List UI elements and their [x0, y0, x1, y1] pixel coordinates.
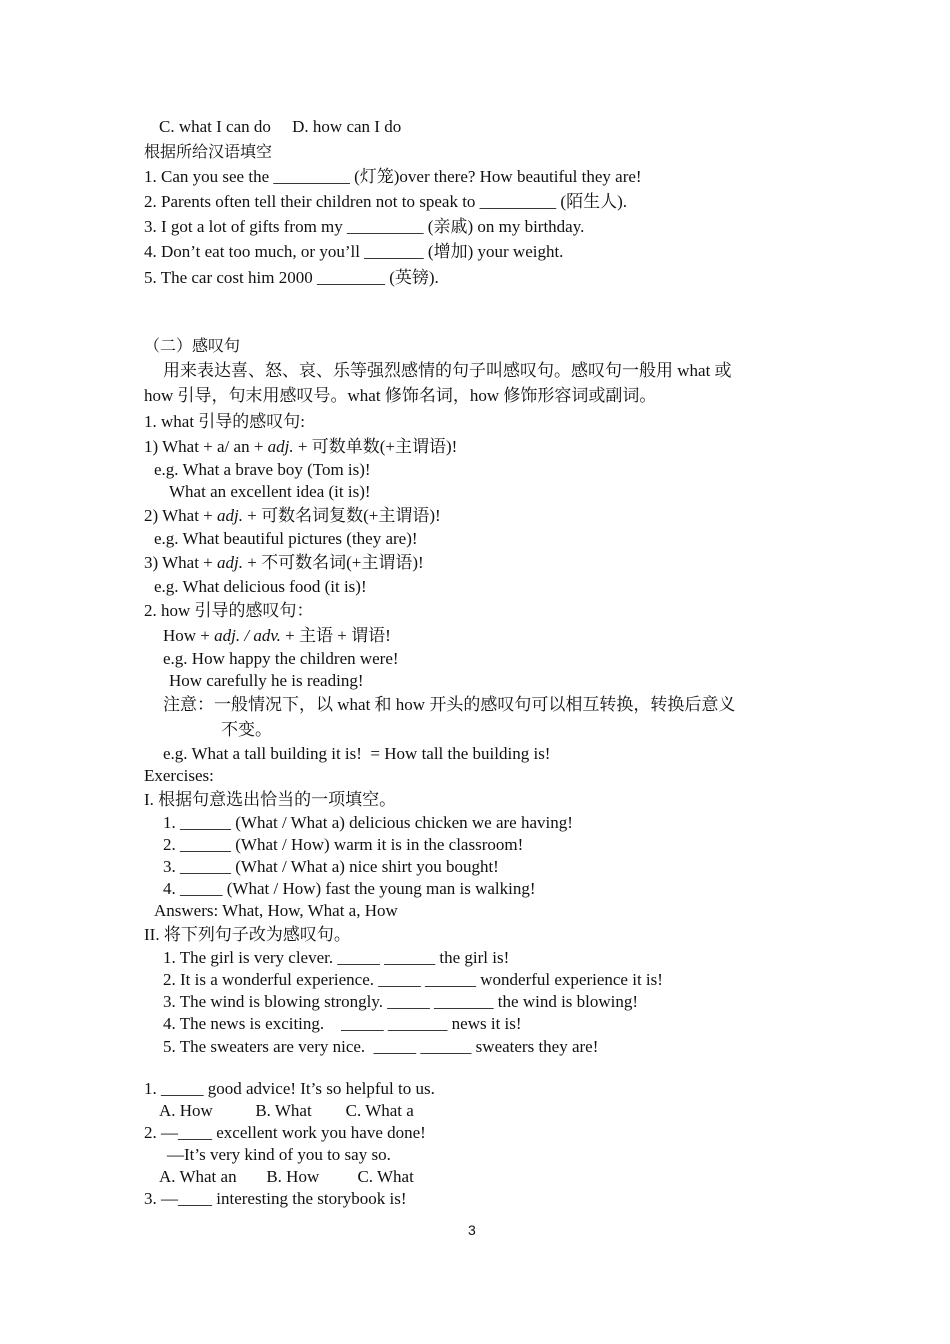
part1-item-3: 3. ______ (What / What a) nice shirt you bought! [163, 857, 499, 876]
mcq-reply-2: —It’s very kind of you to say so. [167, 1145, 391, 1164]
how-example-1: e.g. How happy the children were! [163, 649, 399, 668]
mcq-question-2: 2. —____ excellent work you have done! [144, 1123, 426, 1142]
part2-item-4: 4. The news is exciting. _____ _______ news it is! [163, 1014, 522, 1033]
what-rule-3: 3) What + adj. + 不可数名词(+主谓语)! [144, 553, 424, 572]
what-example-3: e.g. What delicious food (it is)! [154, 577, 367, 596]
how-heading: 2. how 引导的感叹句： [144, 601, 314, 620]
mcq-options-1: A. How B. What C. What a [159, 1101, 414, 1120]
exercises-label: Exercises: [144, 766, 214, 785]
fill-item-3: 3. I got a lot of gifts from my _________ (亲戚) on my birthday. [144, 217, 585, 236]
fill-item-1: 1. Can you see the _________ (灯笼)over there? How beautiful they are! [144, 167, 642, 186]
part2-heading: II. 将下列句子改为感叹句。 [144, 925, 351, 944]
part1-item-4: 4. _____ (What / How) fast the young man is walking! [163, 879, 536, 898]
note-example: e.g. What a tall building it is! = How tall the building is! [163, 744, 551, 763]
mcq-options-2: A. What an B. How C. What [159, 1167, 414, 1186]
what-heading: 1. what 引导的感叹句: [144, 412, 306, 431]
mcq-question-1: 1. _____ good advice! It’s so helpful to us. [144, 1079, 435, 1098]
intro-line-1: 用来表达喜、怒、哀、乐等强烈感情的句子叫感叹句。感叹句一般用 what 或 [163, 361, 732, 380]
what-example-1b: What an excellent idea (it is)! [169, 482, 371, 501]
page-number: 3 [468, 1222, 476, 1238]
part1-item-1: 1. ______ (What / What a) delicious chicken we are having! [163, 813, 573, 832]
fill-item-2: 2. Parents often tell their children not to speak to _________ (陌生人). [144, 192, 627, 211]
part1-heading: I. 根据句意选出恰当的一项填空。 [144, 790, 397, 809]
answers-line: Answers: What, How, What a, How [154, 901, 398, 920]
mcq-question-3: 3. —____ interesting the storybook is! [144, 1189, 407, 1208]
fill-item-5: 5. The car cost him 2000 ________ (英镑). [144, 268, 439, 287]
options-line: C. what I can do D. how can I do [159, 117, 402, 136]
intro-line-2: how 引导，句末用感叹号。what 修饰名词，how 修饰形容词或副词。 [144, 386, 657, 405]
what-example-1a: e.g. What a brave boy (Tom is)! [154, 460, 371, 479]
what-rule-1: 1) What + a/ an + adj. + 可数单数(+主谓语)! [144, 437, 458, 456]
part2-item-2: 2. It is a wonderful experience. _____ ______ wonderful experience it is! [163, 970, 663, 989]
fill-in-heading: 根据所给汉语填空 [144, 142, 273, 161]
section-title: （二）感叹句 [144, 336, 241, 355]
note-line-2: 不变。 [221, 720, 272, 739]
how-rule: How + adj. / adv. + 主语 + 谓语! [163, 626, 391, 645]
what-example-2: e.g. What beautiful pictures (they are)! [154, 529, 418, 548]
part2-item-1: 1. The girl is very clever. _____ ______ the girl is! [163, 948, 510, 967]
note-line-1: 注意：一般情况下，以 what 和 how 开头的感叹句可以相互转换，转换后意义 [163, 695, 736, 714]
part2-item-5: 5. The sweaters are very nice. _____ ______ sweaters they are! [163, 1037, 599, 1056]
how-example-2: How carefully he is reading! [169, 671, 364, 690]
what-rule-2: 2) What + adj. + 可数名词复数(+主谓语)! [144, 506, 441, 525]
fill-item-4: 4. Don’t eat too much, or you’ll _______ (增加) your weight. [144, 242, 564, 261]
part2-item-3: 3. The wind is blowing strongly. _____ _______ the wind is blowing! [163, 992, 639, 1011]
part1-item-2: 2. ______ (What / How) warm it is in the classroom! [163, 835, 524, 854]
